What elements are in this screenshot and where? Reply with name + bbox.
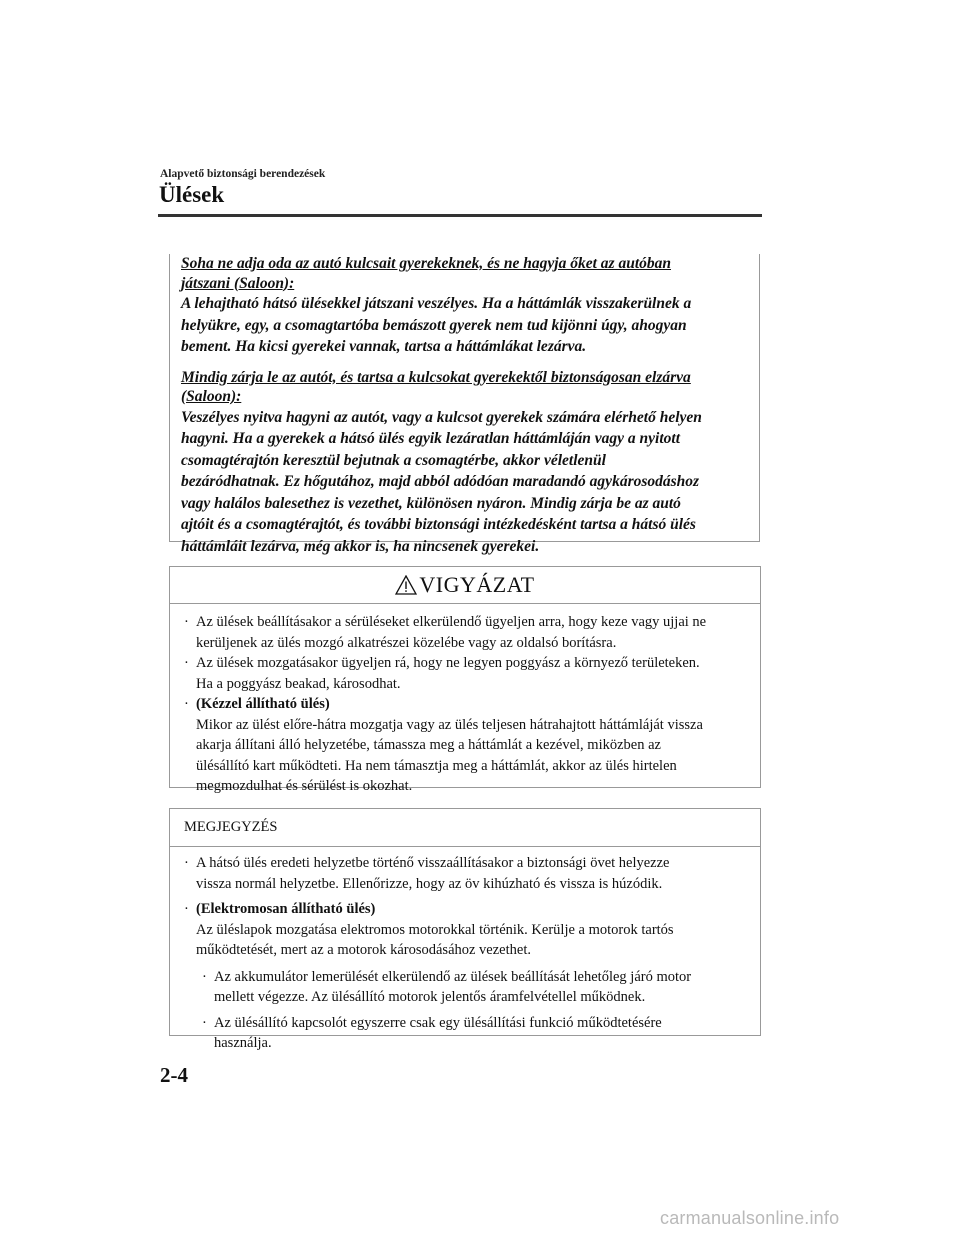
note-sub-item-line: mellett végezze. Az ülésállító motorok jelentős áramfelvétellel működnek. (214, 989, 646, 1005)
section-label: Alapvető biztonsági berendezések (160, 168, 326, 180)
caution-item (184, 612, 752, 653)
caution-item-line: Mikor az ülést előre-hátra mozgatja vagy az ülés teljesen hátrahajtott háttámláját vissza (196, 716, 703, 733)
bullet-dot: · (184, 614, 189, 630)
watermark-link[interactable]: carmanualsonline.info (660, 1208, 840, 1228)
caution-item-line: kerüljenek az ülés mozgó alkatrészei közelébe vagy az oldalsó borításra. (196, 634, 617, 651)
warning-heading-1-line-2: játszani (Saloon): (181, 274, 295, 292)
warning-box (169, 254, 760, 555)
bullet-dot: · (184, 855, 189, 871)
note-title: MEGJEGYZÉS (184, 819, 278, 835)
caution-body (170, 604, 760, 797)
note-item-line: működtetését, mert az a motorok károsodásához vezethet. (196, 942, 531, 958)
warning-text-2-line: bezáródhatnak. Ez hőgutához, majd abból adódóan maradandó agykárosodáshoz (181, 473, 700, 490)
note-sub-item-line: Az akkumulátor lemerülését elkerülendő az ülések beállítását lehetőleg járó motor (214, 968, 692, 985)
warning-text-1-line: helyükre, egy, a csomagtartóba bemászott gyerek nem tud kijönni úgy, ahogyan (181, 316, 687, 334)
caution-item (184, 694, 752, 797)
warning-heading-2-line-2: (Saloon): (181, 388, 242, 405)
warning-text-1-line: A lehajtható hátsó ülésekkel játszani veszélyes. Ha a háttámlák visszakerülnek a (181, 295, 692, 312)
note-sub-list (196, 967, 752, 1054)
caution-item-line: akarja állítani álló helyzetébe, támassza meg a háttámlát a kezével, miközben az (196, 737, 661, 753)
caution-item-line: Az ülések mozgatásakor ügyeljen rá, hogy ne legyen poggyász a környező területeken. (196, 655, 700, 671)
warning-content (181, 254, 756, 557)
bullet-dot: · (184, 696, 189, 712)
note-body (170, 847, 760, 1054)
page-title: Ülések (159, 182, 225, 207)
note-box (169, 808, 761, 1051)
caution-item-line: Ha a poggyász beakad, károsodhat. (196, 675, 401, 692)
caution-header (170, 567, 760, 604)
warning-text-1-line: bement. Ha kicsi gyerekei vannak, tartsa a háttámlákat lezárva. (181, 338, 587, 355)
note-item-line: vissza normál helyzetbe. Ellenőrizze, hogy az öv kihúzható és vissza is húzódik. (196, 875, 663, 892)
warning-text-2-line: háttámláit lezárva, még akkor is, ha nincsenek gyerekei. (181, 537, 540, 555)
warning-text-2 (181, 407, 756, 558)
warning-text-2-line: vagy halálos balesethez is vezethet, különösen nyáron. Mindig zárja be az autó (181, 494, 681, 512)
warning-text-2-line: ajtóit és a csomagtérajtót, és további biztonsági intézkedésként tartsa a hátsó ülés (181, 516, 696, 533)
caution-item-line: Az ülések beállításakor a sérüléseket elkerülendő ügyeljen arra, hogy keze vagy ujjai ne (196, 614, 707, 630)
warning-text-2-line: csomagtérajtón keresztül bejutnak a csomagtérbe, akkor véletlenül (181, 451, 606, 469)
caution-item-heading: (Kézzel állítható ülés) (196, 696, 330, 712)
warning-text-2-line: Veszélyes nyitva hagyni az autót, vagy a kulcsot gyerekek számára elérhető helyen (181, 408, 702, 426)
bullet-dot: · (184, 655, 189, 671)
caution-item-line: megmozdulhat és sérülést is okozhat. (196, 778, 413, 794)
caution-item-line: ülésállító kart működteti. Ha nem támasztja meg a háttámlát, akkor az ülés hirtelen (196, 757, 677, 774)
note-item (184, 899, 752, 1054)
warning-text-2-line: hagyni. Ha a gyerekek a hátsó ülés egyik lezáratlan háttámláján vagy a nyitott (181, 430, 681, 447)
note-item (184, 853, 752, 894)
bullet-dot: · (202, 1014, 207, 1031)
note-item-line: Az üléslapok mozgatása elektromos motorokkal történik. Kerülje a motorok tartós (196, 921, 674, 938)
bullet-dot: · (184, 901, 189, 917)
title-rule (158, 214, 762, 217)
note-sub-item-line: használja. (214, 1035, 272, 1051)
note-item-heading: (Elektromosan állítható ülés) (196, 901, 376, 917)
warning-heading-2 (181, 368, 756, 407)
warning-heading-2-line-1: Mindig zárja le az autót, és tartsa a kulcsokat gyerekektől biztonságosan elzárva (181, 368, 691, 386)
warning-text-1 (181, 293, 756, 358)
warning-heading-1-line-1: Soha ne adja oda az autó kulcsait gyerekeknek, és ne hagyja őket az autóban (181, 255, 671, 272)
warning-triangle-icon (395, 575, 417, 595)
page-number: 2-4 (160, 1063, 188, 1087)
caution-box (169, 566, 761, 794)
note-sub-item-line: Az ülésállító kapcsolót egyszerre csak egy ülésállítási funkció működtetésére (214, 1014, 662, 1031)
caution-item (184, 653, 752, 694)
caution-title: VIGYÁZAT (419, 572, 535, 597)
note-header (170, 809, 760, 847)
note-sub-item (202, 1013, 752, 1054)
note-item-line: A hátsó ülés eredeti helyzetbe történő visszaállításakor a biztonsági övet helyezze (196, 855, 670, 871)
warning-heading-1 (181, 254, 756, 293)
note-sub-item (202, 967, 752, 1008)
bullet-dot: · (202, 968, 207, 985)
